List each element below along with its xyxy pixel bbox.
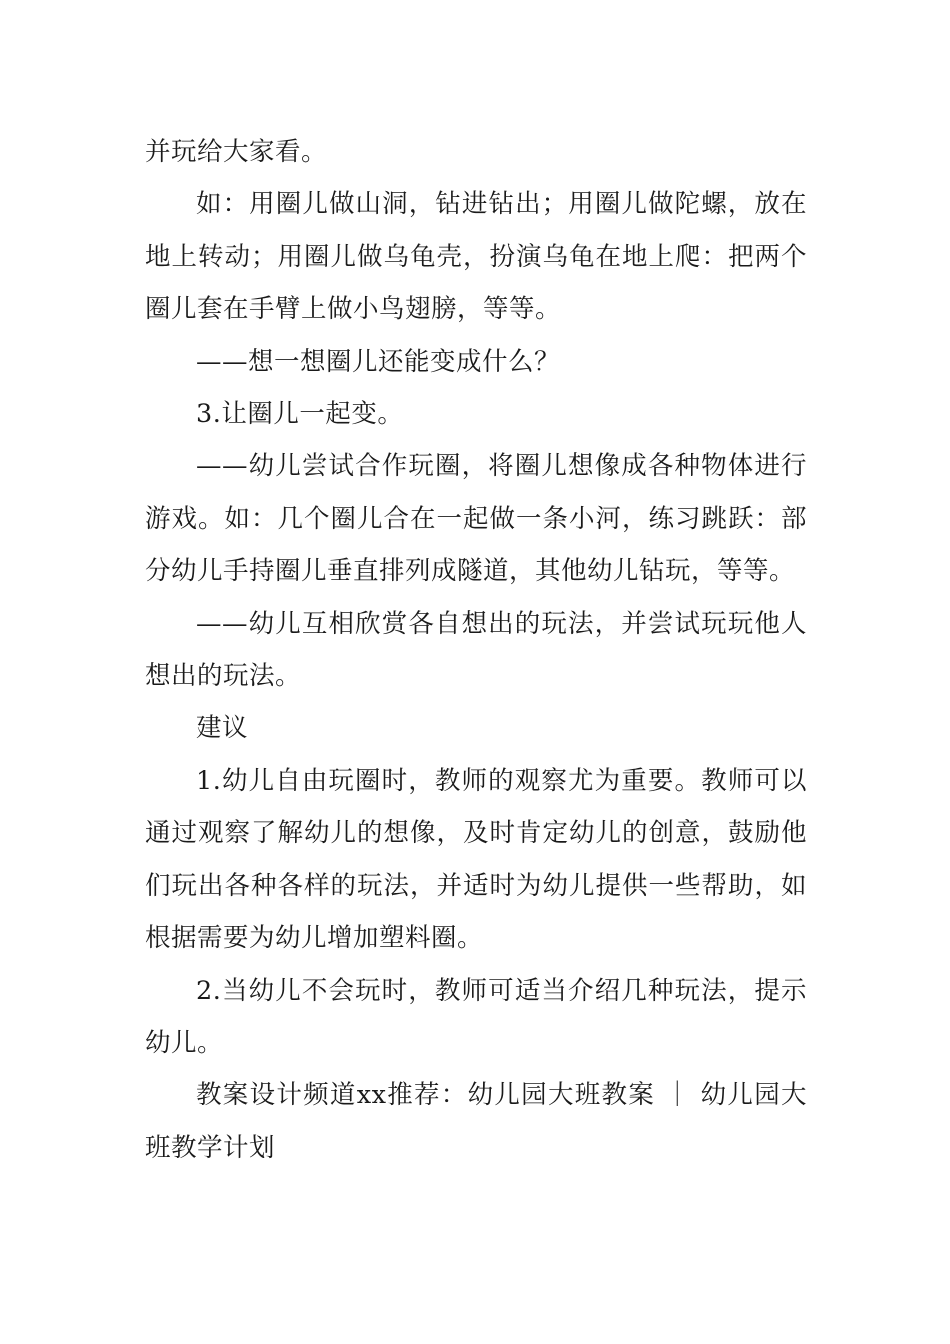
paragraph-suggestion-1: 1.幼儿自由玩圈时，教师的观察尤为重要。教师可以通过观察了解幼儿的想像，及时肯定幼儿的创意，鼓励他们玩出各种各样的玩法，并适时为幼儿提供一些帮助，如根据需要为幼儿增加塑料圈。 <box>145 765 807 954</box>
paragraph-cooperative-play: ——幼儿尝试合作玩圈，将圈儿想像成各种物体进行游戏。如：几个圈儿合在一起做一条小河，练习跳跃：部分幼儿手持圈儿垂直排列成隧道，其他幼儿钻玩，等等。 <box>145 451 807 587</box>
section-heading-step-3: 3.让圈儿一起变。 <box>196 399 404 430</box>
paragraph-suggestion-2: 2.当幼儿不会玩时，教师可适当介绍几种玩法，提示幼儿。 <box>145 975 807 1058</box>
paragraph-continuation: 并玩给大家看。 <box>145 137 328 167</box>
paragraph-recommendation: 教案设计频道xx推荐：幼儿园大班教案 ｜ 幼儿园大班教学计划 <box>145 1080 807 1163</box>
paragraph-examples: 如：用圈儿做山洞，钻进钻出；用圈儿做陀螺，放在地上转动；用圈儿做乌龟壳，扮演乌龟在地上爬：把两个圈儿套在手臂上做小鸟翅膀，等等。 <box>145 189 807 325</box>
document-body <box>145 126 807 1174</box>
section-heading-suggestions: 建议 <box>196 713 249 744</box>
paragraph-think-question: ——想一想圈儿还能变成什么？ <box>196 346 561 377</box>
paragraph-appreciate: ——幼儿互相欣赏各自想出的玩法，并尝试玩玩他人想出的玩法。 <box>145 608 807 692</box>
